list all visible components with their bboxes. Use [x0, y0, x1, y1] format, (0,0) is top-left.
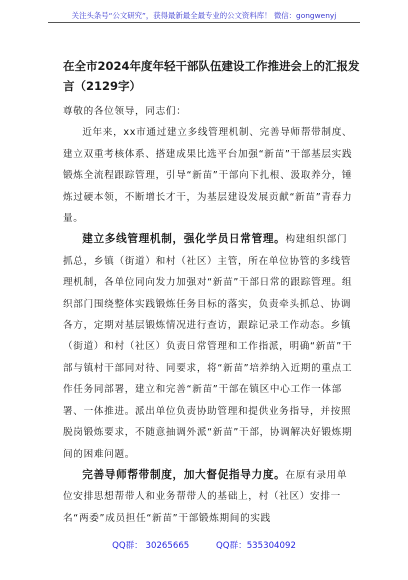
section-2-text: 在原有录用单位安排思想帮带人和业务帮带人的基础上，村（社区）安排一名“两委”成员担任“新苗”干部锻炼期间的实践 — [63, 469, 348, 524]
header-divider — [48, 22, 360, 23]
paragraph-intro: 近年来，xx市通过建立多线管理机制、完善导师帮带制度、建立双重考核体系、搭建成果比选平台加强“新苗”干部基层实践锻炼全流程跟踪管理，引导“新苗”干部向下扎根、汲取养分，锤炼过硬本领，不断增长才干，为基层建设发展贡献“新苗”青春力量。 — [63, 127, 353, 225]
section-1-heading: 建立多线管理机制，强化学员日常管理。 — [82, 233, 286, 246]
footer-contacts — [0, 539, 408, 551]
paragraph-section-1 — [63, 229, 353, 464]
salutation: 尊敬的各位领导，同志们： — [63, 106, 187, 117]
footer-qq-group-1: QQ群： 30265665 — [112, 541, 190, 551]
footer-qq-group-2: QQ群：535304092 — [216, 541, 296, 551]
header-banner: 关注头条号“公文研究”，获得最新最全最专业的公文资料库！ 微信：gongwenyj — [71, 11, 337, 20]
document-title: 在全市2024年度年轻干部队伍建设工作推进会上的汇报发言（2129字） — [63, 59, 360, 93]
paragraph-section-2 — [63, 465, 353, 529]
document-body — [63, 101, 353, 529]
section-1-text: 构建组织部门抓总，乡镇（街道）和村（社区）主管，所在单位协管的多线管理机制，各单位同向发力加强对“新苗”干部日常的跟踪管理。组织部门围绕整体实践锻炼任务目标的落实，负责牵头抓总、协调各方，定期对基层锻炼情况进行查访，跟踪记录工作动态。乡镇（街道）和村（社区）负责日常管理和工作指派，明确“新苗”干部与镇村干部同对待、同要求，将“新苗”培养纳入近期的重点工作任务同部署，建立和完善“新苗”干部在镇区中心工作一体部署、一体推进。派出单位负责协助管理和提供业务指导，并按照脱岗锻炼要求，不随意抽调外派“新苗”干部，协调解决好锻炼期间的困难问题。 — [63, 234, 353, 460]
section-2-heading: 完善导师帮带制度，加大督促指导力度。 — [82, 468, 286, 481]
